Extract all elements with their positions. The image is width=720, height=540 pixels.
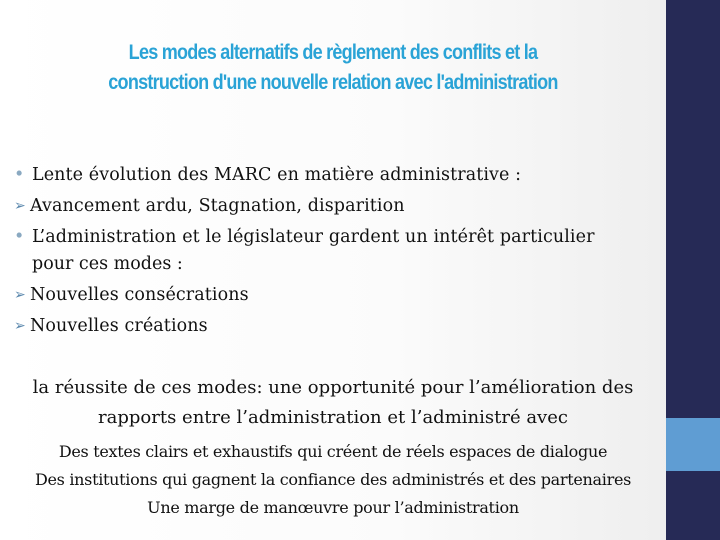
side-band-accent <box>666 418 720 471</box>
list-item-continuation: pour ces modes : <box>32 254 183 274</box>
conclusion-line-1: la réussite de ces modes: une opportunité pour l’amélioration des <box>32 377 634 398</box>
point-item: Des institutions qui gagnent la confiance des administrés et des partenaires <box>34 470 632 489</box>
title-line-1: Les modes alternatifs de règlement des conflits et la <box>128 41 538 64</box>
slide-title <box>47 38 620 98</box>
bullet-list <box>14 160 654 342</box>
list-item: ➢ Nouvelles consécrations <box>14 280 654 311</box>
arrow-icon: ➢ <box>14 198 26 214</box>
arrow-icon: ➢ <box>14 287 26 303</box>
point-item: Une marge de manœuvre pour l’administration <box>147 498 519 517</box>
dot-icon: • <box>14 227 25 247</box>
conclusion-line-2: rapports entre l’administration et l’administré avec <box>98 407 568 428</box>
arrow-icon: ➢ <box>14 318 26 334</box>
list-item: ➢ Avancement ardu, Stagnation, disparition <box>14 191 654 222</box>
points-list <box>0 438 666 522</box>
dot-icon: • <box>14 165 25 185</box>
conclusion-text <box>0 373 666 433</box>
list-item: ➢ Nouvelles créations <box>14 311 654 342</box>
title-line-2: construction d'une nouvelle relation avec l'administration <box>108 71 558 94</box>
point-item: Des textes clairs et exhaustifs qui créent de réels espaces de dialogue <box>58 442 608 461</box>
list-item: • L’administration et le législateur gardent un intérêt particulier <box>14 222 654 253</box>
list-item: • Lente évolution des MARC en matière administrative : <box>14 160 654 191</box>
